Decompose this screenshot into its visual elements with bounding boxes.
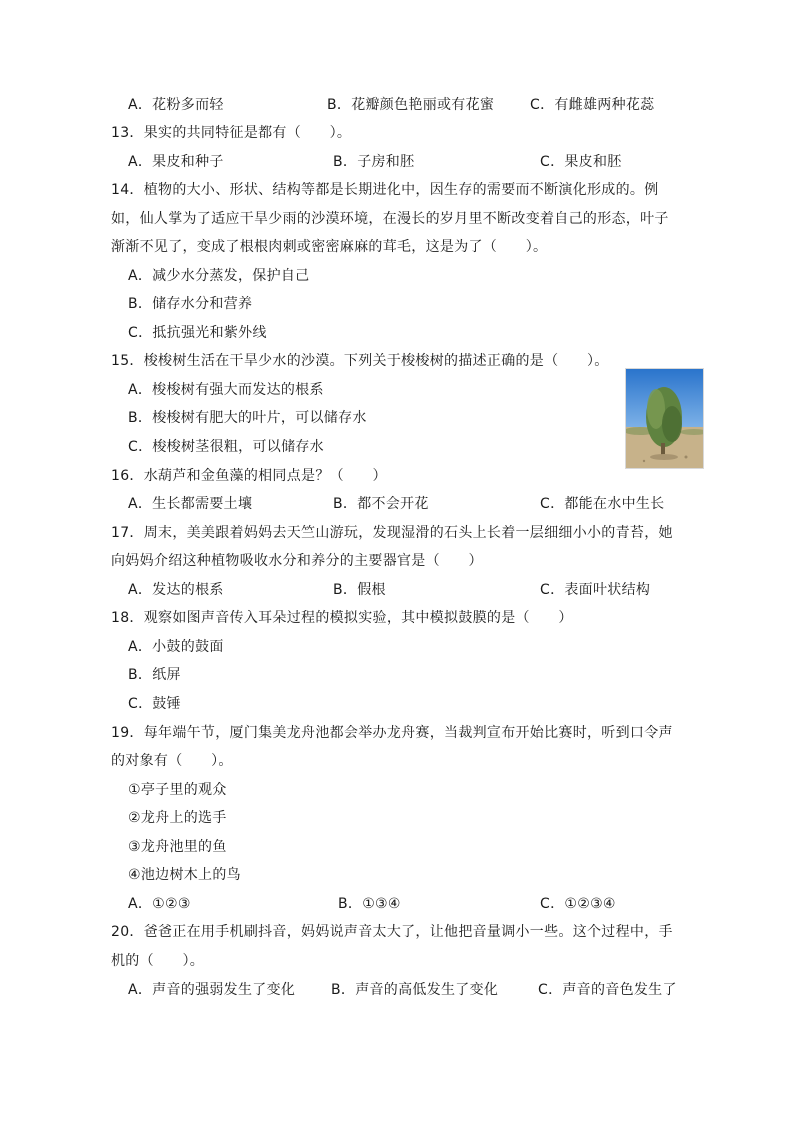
saxaul-tree-photo bbox=[625, 368, 704, 469]
q19-item-2: ②龙舟上的选手 bbox=[128, 810, 227, 826]
saxaul-tree-illustration bbox=[626, 369, 704, 469]
option-a: A．花粉多而轻 bbox=[128, 97, 224, 113]
q14-option-b: B．储存水分和营养 bbox=[128, 296, 253, 312]
q17-option-c: C．表面叶状结构 bbox=[540, 582, 651, 598]
question-20-line-2: 机的（ ）。 bbox=[111, 953, 205, 969]
q19-item-1: ①亭子里的观众 bbox=[128, 782, 227, 798]
q18-option-c: C．鼓锤 bbox=[128, 696, 181, 712]
pebble bbox=[643, 460, 645, 462]
question-19-line-1: 19．每年端午节，厦门集美龙舟池都会举办龙舟赛，当裁判宣布开始比赛时，听到口令声 bbox=[111, 725, 673, 741]
q15-option-b: B．梭梭树有肥大的叶片，可以储存水 bbox=[128, 410, 367, 426]
option-b: B．花瓣颜色艳丽或有花蜜 bbox=[327, 97, 495, 113]
q13-option-c: C．果皮和胚 bbox=[540, 154, 622, 170]
q19-option-a: A．①②③ bbox=[128, 896, 191, 912]
q19-item-4: ④池边树木上的鸟 bbox=[128, 867, 241, 883]
q13-option-b: B．子房和胚 bbox=[333, 154, 415, 170]
q20-option-b: B．声音的高低发生了变化 bbox=[331, 982, 499, 998]
q14-option-c: C．抵抗强光和紫外线 bbox=[128, 325, 267, 341]
q16-option-c: C．都能在水中生长 bbox=[540, 496, 665, 512]
q20-option-a: A．声音的强弱发生了变化 bbox=[128, 982, 296, 998]
q17-option-b: B．假根 bbox=[333, 582, 386, 598]
question-14-line-2: 如，仙人掌为了适应干旱少雨的沙漠环境，在漫长的岁月里不断改变着自己的形态，叶子 bbox=[111, 211, 669, 227]
q13-option-a: A．果皮和种子 bbox=[128, 154, 224, 170]
tree-shadow bbox=[650, 454, 678, 460]
q20-option-c: C．声音的音色发生了 bbox=[538, 982, 677, 998]
tree-canopy-shadow bbox=[662, 406, 682, 442]
question-13-stem: 13．果实的共同特征是都有（ ）。 bbox=[111, 125, 352, 141]
question-17-line-2: 向妈妈介绍这种植物吸收水分和养分的主要器官是（ ） bbox=[111, 553, 483, 569]
q15-option-a: A．梭梭树有强大而发达的根系 bbox=[128, 382, 324, 398]
q17-option-a: A．发达的根系 bbox=[128, 582, 224, 598]
q19-item-3: ③龙舟池里的鱼 bbox=[128, 839, 227, 855]
question-14-line-1: 14．植物的大小、形状、结构等都是长期进化中，因生存的需要而不断演化形成的。例 bbox=[111, 182, 659, 198]
option-c: C．有雌雄两种花蕊 bbox=[530, 97, 655, 113]
question-17-line-1: 17．周末，美美跟着妈妈去天竺山游玩，发现湿滑的石头上长着一层细细小小的青苔，她 bbox=[111, 525, 673, 541]
q16-option-b: B．都不会开花 bbox=[333, 496, 429, 512]
question-20-line-1: 20．爸爸正在用手机刷抖音，妈妈说声音太大了，让他把音量调小一些。这个过程中，手 bbox=[111, 924, 673, 940]
question-18-stem: 18．观察如图声音传入耳朵过程的模拟实验，其中模拟鼓膜的是（ ） bbox=[111, 610, 573, 626]
pebble bbox=[685, 456, 688, 459]
question-14-line-3: 渐渐不见了，变成了根根肉刺或密密麻麻的茸毛，这是为了（ ）。 bbox=[111, 239, 548, 255]
question-19-line-2: 的对象有（ ）。 bbox=[111, 753, 233, 769]
q18-option-b: B．纸屏 bbox=[128, 667, 181, 683]
q19-option-b: B．①③④ bbox=[338, 896, 401, 912]
q14-option-a: A．减少水分蒸发，保护自己 bbox=[128, 268, 310, 284]
q19-option-c: C．①②③④ bbox=[540, 896, 616, 912]
q15-option-c: C．梭梭树茎很粗，可以储存水 bbox=[128, 439, 324, 455]
q16-option-a: A．生长都需要土壤 bbox=[128, 496, 253, 512]
q18-option-a: A．小鼓的鼓面 bbox=[128, 639, 224, 655]
question-16-stem: 16．水葫芦和金鱼藻的相同点是？（ ） bbox=[111, 468, 387, 484]
question-15-stem: 15．梭梭树生活在干旱少水的沙漠。下列关于梭梭树的描述正确的是（ ）。 bbox=[111, 353, 609, 369]
